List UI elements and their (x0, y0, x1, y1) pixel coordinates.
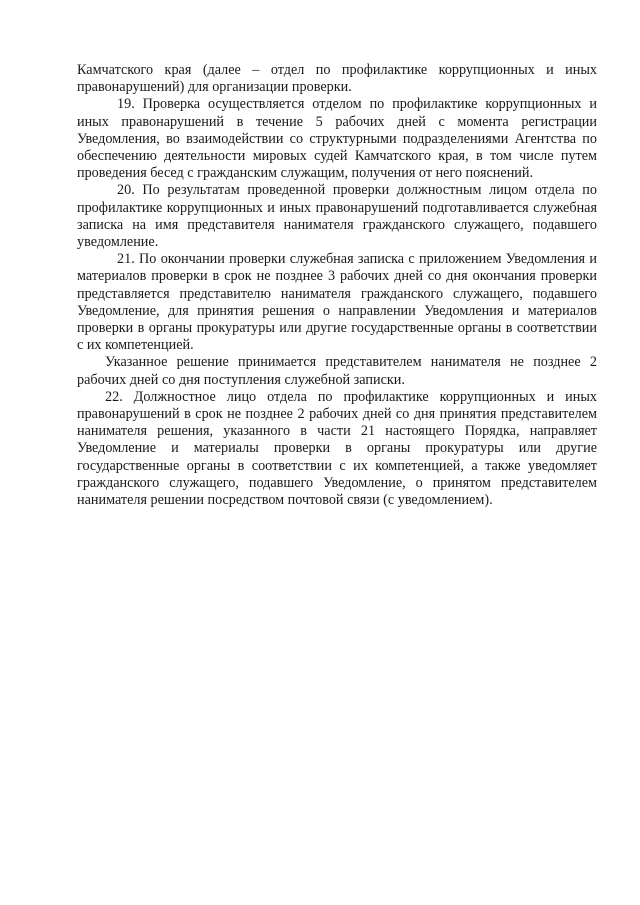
document-body (77, 62, 597, 509)
paragraph-19: 19. Проверка осуществляется отделом по профилактике коррупционных и иных правонарушений в течение 5 рабочих дней с момента регистрации Уведомления, во взаимодействии со структурными подразделениями Агентства по обеспечению деятельности мировых судей Камчатского края, в том числе путем проведения бесед с гражданским служащим, получения от него пояснений. (77, 96, 597, 182)
paragraph-22: 22. Должностное лицо отдела по профилактике коррупционных и иных правонарушений в срок не позднее 2 рабочих дней со дня принятия представителем нанимателя решения, указанного в части 21 настоящего Порядка, направляет Уведомление и материалы проверки в органы прокуратуры или другие государственные органы в соответствии с их компетенцией, а также уведомляет гражданского служащего, подавшего Уведомление, о принятом представителем нанимателя решении посредством почтовой связи (с уведомлением). (77, 388, 597, 509)
paragraph-20: 20. По результатам проведенной проверки должностным лицом отдела по профилактике коррупционных и иных правонарушений подготавливается служебная записка на имя представителя нанимателя гражданского служащего, подавшего уведомление. (77, 182, 597, 251)
paragraph-decision-note: Указанное решение принимается представителем нанимателя не позднее 2 рабочих дней со дня поступления служебной записки. (77, 354, 597, 388)
paragraph-continuation: Камчатского края (далее – отдел по профилактике коррупционных и иных правонарушений) для организации проверки. (77, 62, 597, 96)
paragraph-21: 21. По окончании проверки служебная записка с приложением Уведомления и материалов проверки в срок не позднее 3 рабочих дней со дня окончания проверки представляется представителю нанимателя гражданского служащего, подавшего Уведомление, для принятия решения о направлении Уведомления и материалов проверки в органы прокуратуры или другие государственные органы в соответствии с их компетенцией. (77, 251, 597, 354)
